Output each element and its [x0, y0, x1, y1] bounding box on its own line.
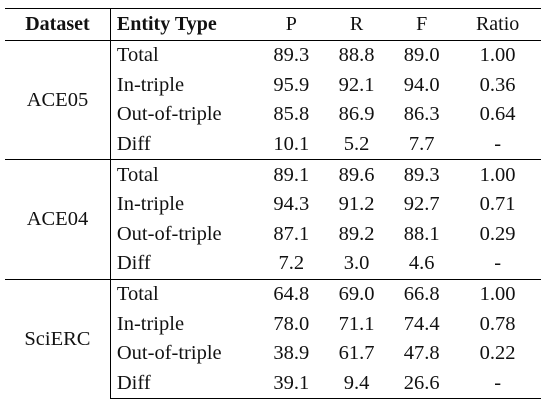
dataset-cell: ACE05: [5, 41, 110, 160]
f-cell: 26.6: [389, 369, 454, 399]
header-f: F: [416, 13, 428, 35]
ratio-cell: 0.78: [479, 312, 516, 335]
entity-type-cell: Diff: [116, 252, 151, 275]
p-cell: 85.8: [273, 103, 310, 126]
ratio-cell: -: [454, 369, 541, 399]
p-cell: 38.9: [273, 342, 310, 365]
p-cell: 7.2: [278, 252, 305, 275]
f-cell: 94.0: [403, 73, 440, 96]
table-row: [5, 160, 541, 190]
p-cell: 95.9: [273, 73, 310, 96]
p-cell: 10.1: [273, 133, 310, 156]
f-cell: 86.3: [403, 103, 440, 126]
f-cell: 4.6: [408, 252, 435, 275]
r-cell: 3.0: [343, 252, 370, 275]
f-cell: 89.0: [389, 41, 454, 71]
entity-type-cell: Diff: [110, 369, 258, 399]
r-cell: 89.2: [338, 222, 375, 245]
table-row: [5, 41, 541, 71]
r-cell: 86.9: [338, 103, 375, 126]
header-row: [5, 9, 541, 41]
f-cell: 66.8: [389, 279, 454, 309]
p-cell: 89.1: [259, 160, 324, 190]
ratio-cell: -: [494, 133, 502, 156]
ratio-cell: 0.64: [479, 103, 516, 126]
entity-type-cell: Out-of-triple: [116, 222, 222, 245]
r-cell: 91.2: [338, 193, 375, 216]
dataset-cell: SciERC: [5, 279, 110, 398]
results-table: [5, 8, 541, 399]
p-cell: 87.1: [273, 222, 310, 245]
p-cell: 78.0: [273, 312, 310, 335]
entity-type-cell: In-triple: [116, 73, 185, 96]
entity-type-cell: Out-of-triple: [116, 103, 222, 126]
header-ratio: Ratio: [475, 13, 520, 35]
r-cell: 92.1: [338, 73, 375, 96]
entity-type-cell: In-triple: [116, 193, 185, 216]
f-cell: 74.4: [403, 312, 440, 335]
ratio-cell: 1.00: [454, 160, 541, 190]
entity-type-cell: Total: [110, 160, 258, 190]
ratio-cell: 0.29: [479, 222, 516, 245]
entity-type-cell: In-triple: [116, 312, 185, 335]
f-cell: 7.7: [408, 133, 435, 156]
p-cell: 94.3: [273, 193, 310, 216]
header-r: R: [349, 13, 364, 35]
f-cell: 92.7: [403, 193, 440, 216]
r-cell: 69.0: [324, 279, 389, 309]
p-cell: 64.8: [259, 279, 324, 309]
f-cell: 89.3: [389, 160, 454, 190]
dataset-group: [5, 41, 541, 160]
r-cell: 9.4: [324, 369, 389, 399]
dataset-cell: ACE04: [5, 160, 110, 279]
p-cell: 39.1: [259, 369, 324, 399]
ratio-cell: 0.71: [479, 193, 516, 216]
r-cell: 71.1: [338, 312, 375, 335]
ratio-cell: -: [494, 252, 502, 275]
p-cell: 89.3: [259, 41, 324, 71]
table-row: [5, 279, 541, 309]
header-p: P: [285, 13, 297, 35]
ratio-cell: 1.00: [454, 41, 541, 71]
entity-type-cell: Diff: [116, 133, 151, 156]
header-dataset: Dataset: [5, 9, 110, 41]
f-cell: 88.1: [403, 222, 440, 245]
dataset-group: [5, 279, 541, 398]
r-cell: 61.7: [338, 342, 375, 365]
ratio-cell: 0.22: [479, 342, 516, 365]
ratio-cell: 1.00: [454, 279, 541, 309]
ratio-cell: 0.36: [479, 73, 516, 96]
r-cell: 5.2: [343, 133, 370, 156]
f-cell: 47.8: [403, 342, 440, 365]
r-cell: 89.6: [324, 160, 389, 190]
entity-type-cell: Out-of-triple: [116, 342, 222, 365]
entity-type-cell: Total: [110, 279, 258, 309]
r-cell: 88.8: [324, 41, 389, 71]
dataset-group: [5, 160, 541, 279]
header-entity-type: Entity Type: [116, 13, 217, 35]
table-header: [5, 9, 541, 41]
entity-type-cell: Total: [110, 41, 258, 71]
